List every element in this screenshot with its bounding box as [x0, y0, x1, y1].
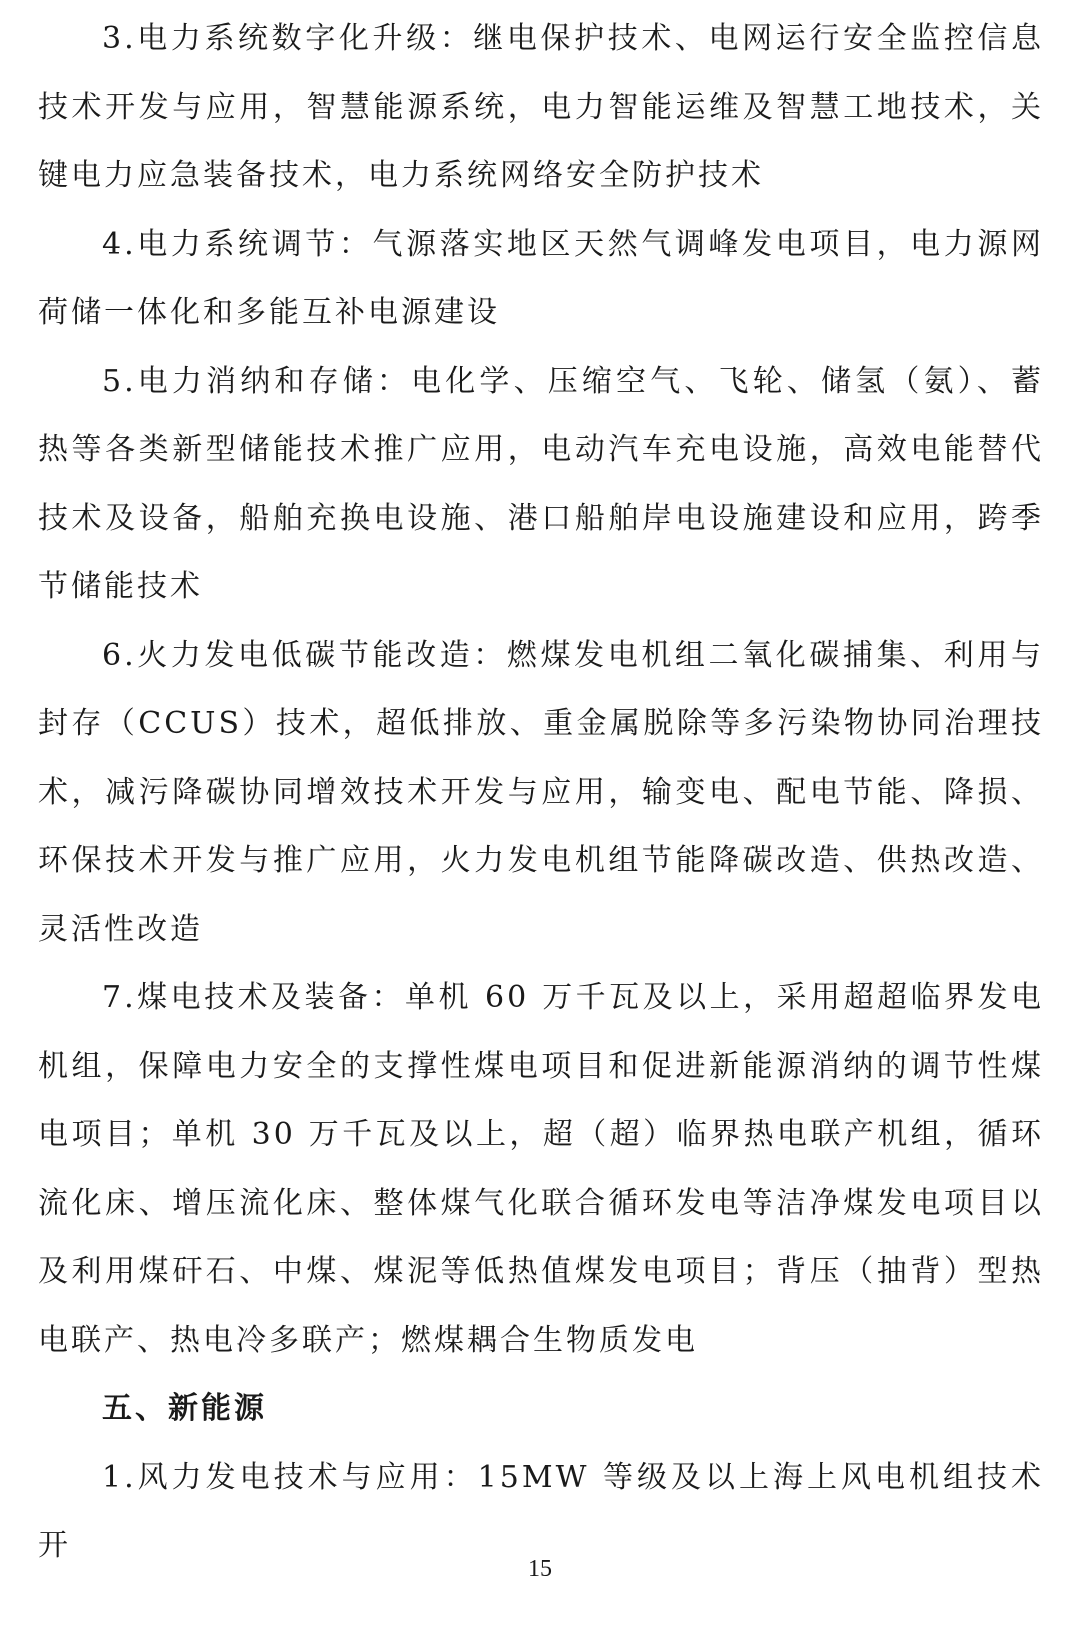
paragraph-power-storage: 5.电力消纳和存储：电化学、压缩空气、飞轮、储氢（氨）、蓄热等各类新型储能技术推广应用，电动汽车充电设施，高效电能替代技术及设备，船舶充换电设施、港口船舶岸电设施建设和应用，跨季节储能技术: [38, 363, 1044, 604]
paragraph-coal-power-equipment: 7.煤电技术及装备：单机 60 万千瓦及以上，采用超超临界发电机组，保障电力安全的支撑性煤电项目和促进新能源消纳的调节性煤电项目；单机 30 万千瓦及以上，超（超）临界热电联产机组，循环流化床、增压流化床、整体煤气化联合循环发电等洁净煤发电项目以及利用煤矸石、中煤、煤泥等低热值煤发电项目；背压（抽背）型热电联产、热电冷多联产；燃煤耦合生物质发电: [38, 980, 1044, 1358]
paragraph-power-digitalization: 3.电力系统数字化升级：继电保护技术、电网运行安全监控信息技术开发与应用，智慧能源系统，电力智能运维及智慧工地技术，关键电力应急装备技术，电力系统网络安全防护技术: [38, 21, 1044, 193]
paragraph-power-regulation: 4.电力系统调节：气源落实地区天然气调峰发电项目，电力源网荷储一体化和多能互补电源建设: [38, 226, 1044, 330]
document-body: [38, 5, 1044, 1581]
section-heading-new-energy: 五、新能源: [102, 1391, 267, 1426]
paragraph-thermal-power-retrofit: 6.火力发电低碳节能改造：燃煤发电机组二氧化碳捕集、利用与封存（CCUS）技术，超低排放、重金属脱除等多污染物协同治理技术，减污降碳协同增效技术开发与应用，输变电、配电节能、降损、环保技术开发与推广应用，火力发电机组节能降碳改造、供热改造、灵活性改造: [38, 637, 1044, 947]
paragraph-wind-power: 1.风力发电技术与应用：15MW 等级及以上海上风电机组技术开: [38, 1459, 1044, 1563]
page-number: 15: [528, 1556, 552, 1582]
